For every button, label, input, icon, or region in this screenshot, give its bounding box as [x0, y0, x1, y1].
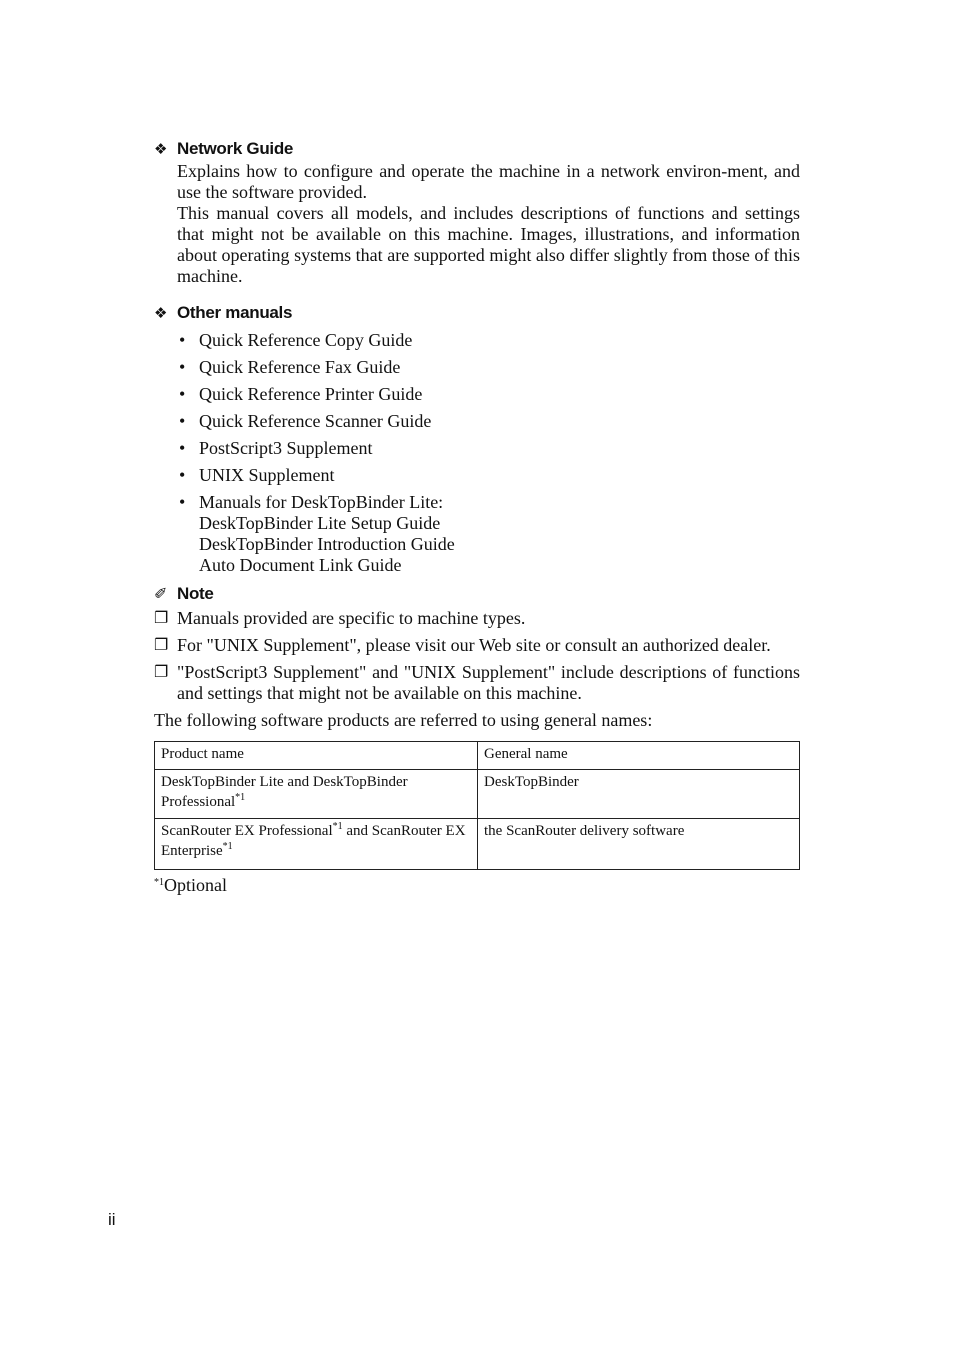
list-item: • Quick Reference Copy Guide	[179, 330, 413, 350]
general-name-cell: the ScanRouter delivery software	[478, 819, 800, 870]
checkbox-bullet-icon: ❐	[154, 664, 169, 681]
general-name-cell: DeskTopBinder	[478, 770, 800, 819]
network-guide-paragraph-1: Explains how to configure and operate the machine in a network environ-ment, and use the software provided.	[177, 161, 800, 202]
footnote-mark: *1	[222, 841, 233, 852]
footnote-mark: *1	[154, 877, 164, 888]
network-guide-heading	[154, 138, 800, 160]
header-product-name: Product name	[155, 742, 478, 770]
network-guide-body	[177, 161, 800, 287]
product-name-cell: DeskTopBinder Lite and DeskTopBinder Professional$^{*1}$	[155, 770, 478, 819]
table-header-row	[155, 742, 800, 770]
bullet-dot-icon: •	[179, 384, 186, 404]
list-item: • PostScript3 Supplement	[179, 438, 373, 458]
table-intro: The following software products are referred to using general names:	[154, 710, 653, 730]
bullet-dot-icon: •	[179, 411, 186, 431]
note-list	[154, 608, 800, 704]
note-item: ❐ Manuals provided are specific to machine types.	[154, 608, 526, 628]
bullet-dot-icon: •	[179, 357, 186, 377]
other-manuals-heading	[154, 302, 800, 324]
table-row	[155, 819, 800, 870]
list-item: • Quick Reference Scanner Guide	[179, 411, 432, 431]
header-general-name: General name	[478, 742, 800, 770]
sub-list-item: DeskTopBinder Introduction Guide	[199, 534, 455, 554]
list-item: • Manuals for DeskTopBinder Lite: DeskTopBinder Lite Setup Guide DeskTopBinder Introduction Guide Auto Document Link Guide	[177, 492, 800, 576]
note-item: ❐ "PostScript3 Supplement" and "UNIX Supplement" include descriptions of functions and settings that might not be available on this machine.	[154, 662, 800, 703]
sub-list-item: Auto Document Link Guide	[199, 555, 402, 575]
bullet-dot-icon: •	[179, 492, 186, 512]
footnote-mark: *1	[332, 821, 343, 832]
other-manuals-list	[177, 330, 800, 576]
checkbox-bullet-icon: ❐	[154, 610, 169, 627]
footnote-mark: *1	[235, 792, 246, 803]
list-item: • Quick Reference Printer Guide	[179, 384, 423, 404]
table-row	[155, 770, 800, 819]
footnote-text: Optional	[164, 875, 227, 895]
network-guide-paragraph-2: This manual covers all models, and includes descriptions of functions and settings that might not be available on this machine. Images, illustrations, and information about operating systems that are supported might also differ slightly from those of this machine.	[177, 203, 800, 286]
manual-page	[154, 138, 800, 896]
pencil-icon: ✐	[154, 586, 168, 603]
product-name-cell: ScanRouter EX Professional$^{*1}$ and ScanRouter EX Enterprise$^{*1}$	[155, 819, 478, 870]
list-item: • UNIX Supplement	[179, 465, 335, 485]
bullet-dot-icon: •	[179, 330, 186, 350]
page-number: ii	[108, 1210, 116, 1229]
list-item: • Quick Reference Fax Guide	[179, 357, 401, 377]
note-title: Note	[177, 584, 214, 603]
footnote	[154, 874, 800, 896]
bullet-dot-icon: •	[179, 438, 186, 458]
diamond-bullet-icon: ❖	[154, 305, 168, 322]
general-names-table	[154, 741, 800, 870]
sub-list-item: DeskTopBinder Lite Setup Guide	[199, 513, 441, 533]
network-guide-title: Network Guide	[177, 139, 294, 158]
diamond-bullet-icon: ❖	[154, 141, 168, 158]
bullet-dot-icon: •	[179, 465, 186, 485]
checkbox-bullet-icon: ❐	[154, 637, 169, 654]
note-item: ❐ For "UNIX Supplement", please visit our Web site or consult an authorized dealer.	[154, 635, 771, 655]
note-heading	[154, 583, 800, 605]
other-manuals-title: Other manuals	[177, 303, 293, 322]
